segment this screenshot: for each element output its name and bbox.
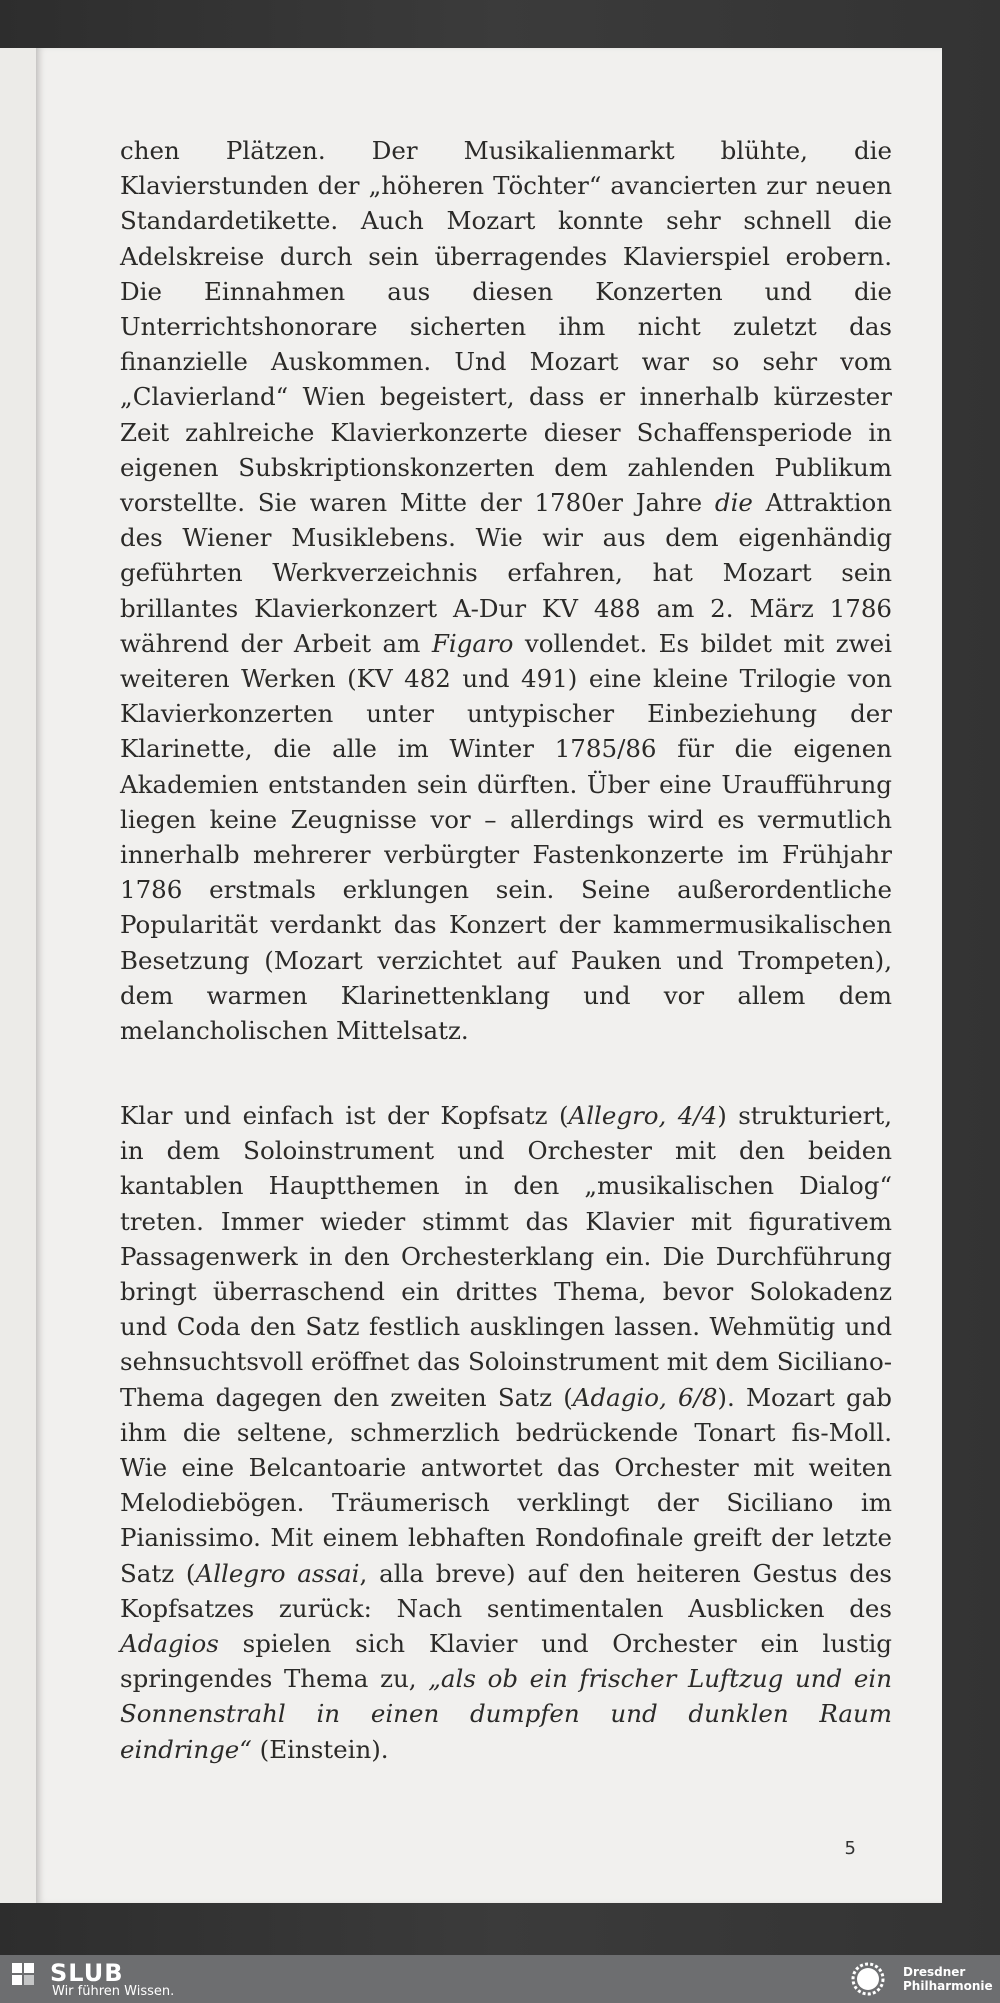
text-block-1 — [120, 133, 892, 1048]
previous-page-edge — [0, 48, 40, 1903]
dresdner-philharmonie-name — [903, 1965, 993, 1993]
slub-name: SLUB — [50, 1959, 124, 1987]
paragraph-1: chen Plätzen. Der Musikalienmarkt blühte, die Klavierstunden der „höheren Töchter“ avancierten zur neuen Standardetikette. Auch Mozart konnte sehr schnell die Adelskreise durch sein überragendes Klavierspiel erobern. Die Einnahmen aus diesen Konzerten und die Unterrichtshonorare sicherten ihm nicht zuletzt das finanzielle Auskommen. Und Mozart war so sehr vom „Clavierland“ Wien begeistert, dass er innerhalb kürzester Zeit zahlreiche Klavierkonzerte dieser Schaffensperiode in eigenen Subskriptionskonzerten dem zahlenden Publikum vorstellte. Sie waren Mitte der 1780er Jahre die Attraktion des Wiener Musiklebens. Wie wir aus dem eigenhändig geführten Werkverzeichnis erfahren, hat Mozart sein brillantes Klavierkonzert A-Dur KV 488 am 2. März 1786 während der Arbeit am Figaro vollendet. Es bildet mit zwei weiteren Werken (KV 482 und 491) eine kleine Trilogie von Klavierkonzerten unter untypischer Einbeziehung der Klarinette, die alle im Winter 1785/86 für die eigenen Akademien entstanden sein dürften. Über eine Uraufführung liegen keine Zeugnisse vor – allerdings wird es vermutlich innerhalb mehrerer verbürgter Fastenkonzerte im Frühjahr 1786 erstmals erklungen sein. Seine außerordentliche Popularität verdankt das Konzert der kammermusikalischen Besetzung (Mozart verzichtet auf Pauken und Trompeten), dem warmen Klarinettenklang und vor allem dem melancholischen Mittelsatz. — [120, 136, 892, 1046]
partner-name-line-1: Dresdner — [903, 1965, 966, 1979]
page-number: 5 — [844, 1838, 856, 1859]
partner-name-line-2: Philharmonie — [903, 1979, 993, 1993]
slub-logo-icon — [12, 1963, 38, 1987]
paragraph-2: Klar und einfach ist der Kopfsatz (Allegro, 4/4) strukturiert, in dem Soloinstrument und Orchester mit den beiden kantablen Hauptthemen in den „musikalischen Dialog“ treten. Immer wieder stimmt das Klavier mit figurativem Passagenwerk in den Orchesterklang ein. Die Durchführung bringt überraschend ein drittes Thema, bevor Solokadenz und Coda den Satz festlich ausklingen lassen. Wehmütig und sehnsuchtsvoll eröffnet das Soloinstrument mit dem Siciliano-Thema dagegen den zweiten Satz (Adagio, 6/8). Mozart gab ihm die seltene, schmerzlich bedrückende Tonart fis-Moll. Wie eine Belcantoarie antwortet das Orchester mit weiten Melodiebögen. Träumerisch verklingt der Siciliano im Pianissimo. Mit einem lebhaften Rondofinale greift der letzte Satz (Allegro assai, alla breve) auf den heiteren Gestus des Kopfsatzes zurück: Nach sentimentalen Ausblicken des Adagios spielen sich Klavier und Orchester ein lustig springendes Thema zu, „als ob ein frischer Luftzug und ein Sonnenstrahl in einen dumpfen und dunklen Raum eindringe“ (Einstein). — [120, 1101, 892, 1764]
document-page — [36, 48, 942, 1903]
dresdner-philharmonie-logo-icon[interactable] — [842, 1959, 896, 1999]
footer-bar — [0, 1955, 1000, 2003]
slub-tagline: Wir führen Wissen. — [52, 1984, 175, 1999]
text-block-2 — [120, 1098, 892, 1767]
